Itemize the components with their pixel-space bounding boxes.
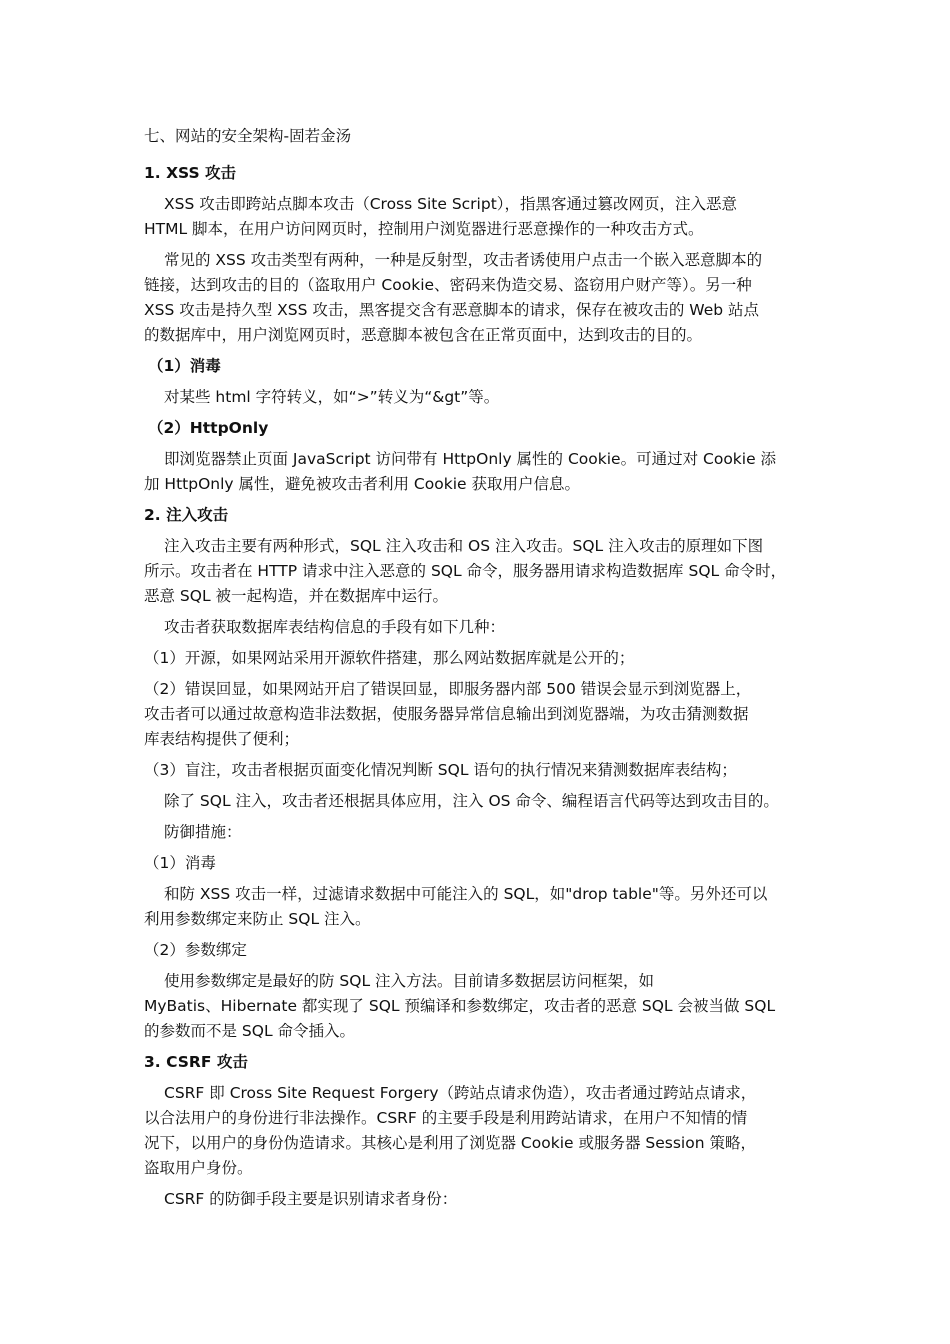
defense-1-heading — [144, 851, 824, 876]
text-line: 盗取用户身份。 — [144, 1159, 253, 1177]
text-line: CSRF 即 Cross Site Request Forgery（跨站点请求伪造），攻击者通过跨站点请求， — [164, 1084, 757, 1102]
inject-paragraph-4 — [144, 820, 824, 845]
inject-item-1 — [144, 646, 824, 671]
xss-paragraph-2 — [144, 248, 824, 348]
heading-injection: 2. 注入攻击 — [144, 506, 229, 524]
text-line: 除了 SQL 注入，攻击者还根据具体应用，注入 OS 命令、编程语言代码等达到攻击目的。 — [164, 792, 779, 810]
text-line: 防御措施： — [164, 823, 242, 841]
inject-item-2 — [144, 677, 824, 752]
subheading-httponly: （2）HttpOnly — [148, 419, 269, 437]
text-line: 常见的 XSS 攻击类型有两种，一种是反射型，攻击者诱使用户点击一个嵌入恶意脚本的 — [164, 251, 763, 269]
defense-1-paragraph — [144, 882, 824, 932]
heading-xss: 1. XSS 攻击 — [144, 164, 237, 182]
document-page — [144, 124, 824, 1218]
text-line: 即浏览器禁止页面 JavaScript 访问带有 HttpOnly 属性的 Cookie。可通过对 Cookie 添 — [164, 450, 777, 468]
xss-paragraph-1 — [144, 192, 824, 242]
text-line: （1）开源，如果网站采用开源软件搭建，那么网站数据库就是公开的； — [144, 649, 635, 667]
text-line: XSS 攻击即跨站点脚本攻击（Cross Site Script），指黑客通过篡改网页，注入恶意 — [164, 195, 738, 213]
text-line: 攻击者获取数据库表结构信息的手段有如下几种： — [164, 618, 506, 636]
text-line: XSS 攻击是持久型 XSS 攻击，黑客提交含有恶意脚本的请求，保存在被攻击的 Web 站点 — [144, 301, 760, 319]
inject-paragraph-2 — [144, 615, 824, 640]
text-line: 加 HttpOnly 属性，避免被攻击者利用 Cookie 获取用户信息。 — [144, 475, 580, 493]
text-line: HTML 脚本，在用户访问网页时，控制用户浏览器进行恶意操作的一种攻击方式。 — [144, 220, 704, 238]
defense-2-paragraph — [144, 969, 824, 1044]
text-line: 利用参数绑定来防止 SQL 注入。 — [144, 910, 371, 928]
httponly-paragraph — [144, 447, 824, 497]
text-line: 和防 XSS 攻击一样，过滤请求数据中可能注入的 SQL，如"drop table"等。另外还可以 — [164, 885, 768, 903]
text-line: 链接，达到攻击的目的（盗取用户 Cookie、密码来伪造交易、盗窃用户财产等）。另一种 — [144, 276, 752, 294]
text-line: （2）参数绑定 — [144, 941, 247, 959]
text-line: 的数据库中，用户浏览网页时，恶意脚本被包含在正常页面中，达到攻击的目的。 — [144, 326, 703, 344]
text-line: 库表结构提供了便利； — [144, 730, 300, 748]
subheading-sanitize: （1）消毒 — [148, 357, 221, 375]
text-line: 使用参数绑定是最好的防 SQL 注入方法。目前请多数据层访问框架，如 — [164, 972, 655, 990]
text-line: 以合法用户的身份进行非法操作。CSRF 的主要手段是利用跨站请求，在用户不知情的情 — [144, 1109, 748, 1127]
inject-paragraph-1 — [144, 534, 824, 609]
csrf-paragraph-2 — [144, 1187, 824, 1212]
inject-item-3 — [144, 758, 824, 783]
text-line: 况下，以用户的身份伪造请求。其核心是利用了浏览器 Cookie 或服务器 Session 策略， — [144, 1134, 756, 1152]
text-line: （3）盲注，攻击者根据页面变化情况判断 SQL 语句的执行情况来猜测数据库表结构； — [144, 761, 737, 779]
csrf-paragraph-1 — [144, 1081, 824, 1181]
text-line: 恶意 SQL 被一起构造，并在数据库中运行。 — [144, 587, 449, 605]
text-line: 的参数而不是 SQL 命令插入。 — [144, 1022, 356, 1040]
defense-2-heading — [144, 938, 824, 963]
heading-csrf: 3. CSRF 攻击 — [144, 1053, 248, 1071]
text-line: 攻击者可以通过故意构造非法数据，使服务器异常信息输出到浏览器端，为攻击猜测数据 — [144, 705, 749, 723]
section-title: 七、网站的安全架构-固若金汤 — [144, 127, 352, 145]
text-line: 对某些 html 字符转义，如“>”转义为“&gt”等。 — [164, 388, 500, 406]
text-line: MyBatis、Hibernate 都实现了 SQL 预编译和参数绑定，攻击者的恶意 SQL 会被当做 SQL — [144, 997, 776, 1015]
text-line: 注入攻击主要有两种形式，SQL 注入攻击和 OS 注入攻击。SQL 注入攻击的原理如下图 — [164, 537, 764, 555]
text-line: CSRF 的防御手段主要是识别请求者身份： — [164, 1190, 458, 1208]
inject-paragraph-3 — [144, 789, 824, 814]
sanitize-paragraph — [144, 385, 824, 410]
text-line: （1）消毒 — [144, 854, 216, 872]
text-line: （2）错误回显，如果网站开启了错误回显，即服务器内部 500 错误会显示到浏览器上， — [144, 680, 752, 698]
text-line: 所示。攻击者在 HTTP 请求中注入恶意的 SQL 命令，服务器用请求构造数据库 SQL 命令时， — [144, 562, 787, 580]
